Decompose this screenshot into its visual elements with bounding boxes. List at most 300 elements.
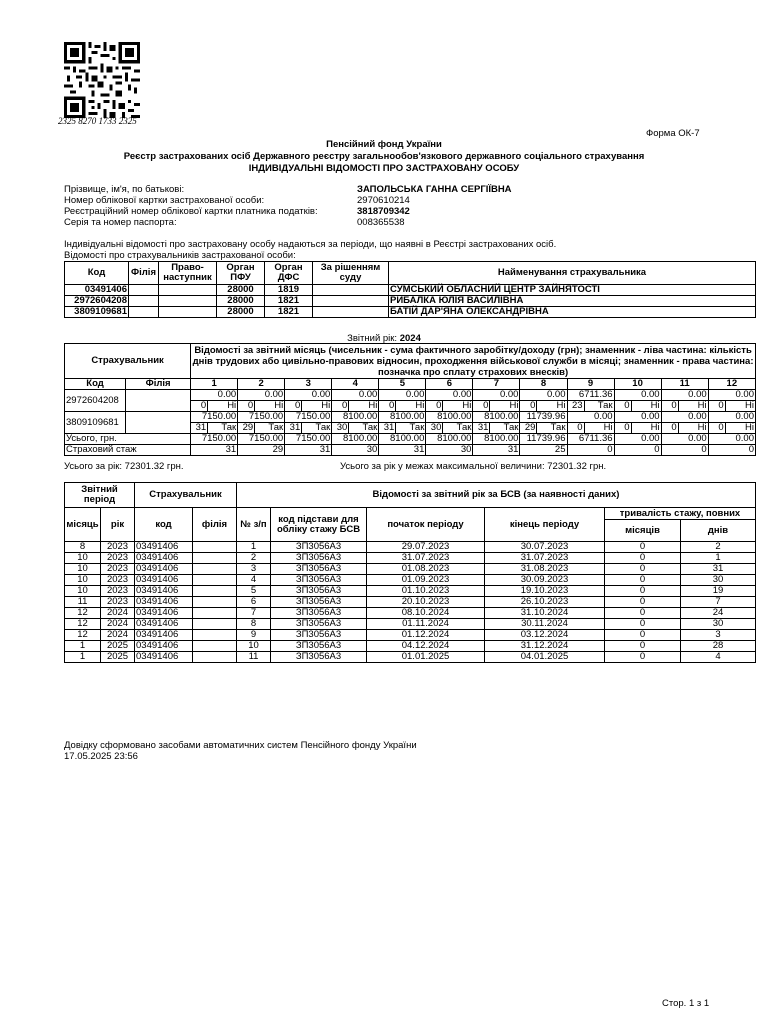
table-cell: 12 bbox=[65, 630, 101, 641]
col-code: Код bbox=[65, 262, 129, 285]
table-cell: 6 bbox=[237, 597, 271, 608]
monthly-amount: 0.00 bbox=[614, 390, 661, 401]
table-cell bbox=[193, 564, 237, 575]
year-title-label: Звітний рік: bbox=[347, 333, 398, 344]
monthly-mark: Так bbox=[584, 401, 614, 412]
table-cell: 0 bbox=[605, 597, 681, 608]
table-cell: 2023 bbox=[101, 597, 135, 608]
monthly-amount: 0.00 bbox=[708, 390, 755, 401]
table-row bbox=[65, 619, 756, 630]
monthly-stazh: 0 bbox=[708, 445, 755, 456]
monthly-stazh-row bbox=[65, 445, 756, 456]
month-header: 3 bbox=[285, 379, 332, 390]
monthly-amount: 6711.36 bbox=[567, 390, 614, 401]
table-cell: 2023 bbox=[101, 553, 135, 564]
table-row bbox=[65, 564, 756, 575]
month-header: 12 bbox=[708, 379, 755, 390]
bsv-year-header: рік bbox=[101, 508, 135, 542]
monthly-stazh: 0 bbox=[614, 445, 661, 456]
monthly-mark: Ні bbox=[537, 401, 567, 412]
monthly-mark: Ні bbox=[443, 401, 473, 412]
monthly-desc-header: Відомості за звітний місяць (чисельник - сума фактичного заробітку/доходу (грн); знаменник - ліва частина: кількість днів трудових або цивільно-правових відносин, проходження військової служби в місяці; знаменник - права частина: позначка про сплату страхових внесків) bbox=[192, 344, 754, 378]
monthly-stazh: 30 bbox=[332, 445, 379, 456]
monthly-days: 30 bbox=[426, 423, 443, 434]
table-cell: 30.07.2023 bbox=[485, 542, 605, 553]
monthly-mark: Ні bbox=[490, 401, 520, 412]
bsv-info-header: Відомості за звітний рік за БСВ (за наявності даних) bbox=[237, 483, 756, 508]
monthly-row bbox=[65, 390, 756, 401]
table-cell: 8 bbox=[237, 619, 271, 630]
monthly-mark: Ні bbox=[255, 401, 285, 412]
month-header: 11 bbox=[661, 379, 708, 390]
table-cell: 31.07.2023 bbox=[367, 553, 485, 564]
table-cell: 19 bbox=[681, 586, 756, 597]
header-line1: Пенсійний фонд України bbox=[326, 139, 442, 150]
table-cell: 2025 bbox=[101, 641, 135, 652]
qr-code bbox=[64, 42, 140, 118]
monthly-days: 0 bbox=[473, 401, 490, 412]
table-cell: 2024 bbox=[101, 630, 135, 641]
monthly-days: 31 bbox=[285, 423, 302, 434]
monthly-stazh: 29 bbox=[238, 445, 285, 456]
monthly-amount: 8100.00 bbox=[473, 412, 520, 423]
table-cell bbox=[129, 296, 159, 307]
monthly-days: 0 bbox=[191, 401, 208, 412]
table-cell bbox=[193, 542, 237, 553]
monthly-amount: 0.00 bbox=[379, 390, 426, 401]
insurers-table bbox=[64, 261, 756, 318]
monthly-mark: Ні bbox=[302, 401, 332, 412]
table-cell: ЗП3056А3 bbox=[271, 542, 367, 553]
monthly-total-row bbox=[65, 434, 756, 445]
footer-line2: 17.05.2025 23:56 bbox=[64, 751, 138, 762]
monthly-days: 30 bbox=[332, 423, 349, 434]
table-cell bbox=[193, 586, 237, 597]
bsv-num-header: № з/п bbox=[237, 508, 271, 542]
month-header: 2 bbox=[238, 379, 285, 390]
page-number: Стор. 1 з 1 bbox=[662, 998, 710, 1009]
card-label: Номер облікової картки застрахованої особи: bbox=[64, 195, 265, 206]
table-row bbox=[65, 296, 756, 307]
table-cell: 5 bbox=[237, 586, 271, 597]
table-row bbox=[65, 630, 756, 641]
table-cell: 03491406 bbox=[135, 652, 193, 663]
table-cell: 0 bbox=[605, 575, 681, 586]
table-cell: 3809109681 bbox=[65, 307, 129, 318]
monthly-mark: Ні bbox=[678, 423, 708, 434]
month-header: 5 bbox=[379, 379, 426, 390]
table-cell: 0 bbox=[605, 652, 681, 663]
monthly-code: 2972604208 bbox=[65, 390, 126, 412]
table-cell: 1821 bbox=[265, 296, 313, 307]
monthly-days: 31 bbox=[473, 423, 490, 434]
bsv-reason-header: код підстави для обліку стажу БСВ bbox=[271, 508, 367, 542]
year-value: 2024 bbox=[399, 333, 421, 344]
note-insurers: Відомості про страхувальників застрахованої особи: bbox=[64, 250, 296, 261]
table-cell: 2024 bbox=[101, 619, 135, 630]
table-cell: 2023 bbox=[101, 564, 135, 575]
monthly-total: 7150.00 bbox=[191, 434, 238, 445]
monthly-amount: 0.00 bbox=[426, 390, 473, 401]
monthly-days: 0 bbox=[708, 423, 725, 434]
monthly-table bbox=[64, 343, 756, 456]
table-cell: 2972604208 bbox=[65, 296, 129, 307]
year-sum-max: Усього за рік у межах максимальної величини: 72301.32 грн. bbox=[340, 461, 607, 472]
table-cell: 03491406 bbox=[135, 619, 193, 630]
table-cell: 28000 bbox=[217, 307, 265, 318]
monthly-code: 3809109681 bbox=[65, 412, 126, 434]
qr-number: 2325 8270 1733 2325 bbox=[58, 116, 137, 126]
monthly-days: 0 bbox=[285, 401, 302, 412]
monthly-mark: Так bbox=[255, 423, 285, 434]
table-cell bbox=[193, 619, 237, 630]
monthly-branch bbox=[126, 412, 191, 434]
form-code: Форма ОК-7 bbox=[646, 128, 700, 139]
monthly-amount: 0.00 bbox=[567, 412, 614, 423]
monthly-amount: 8100.00 bbox=[332, 412, 379, 423]
table-cell: ЗП3056А3 bbox=[271, 641, 367, 652]
monthly-total: 8100.00 bbox=[332, 434, 379, 445]
monthly-days: 0 bbox=[332, 401, 349, 412]
monthly-stazh: 31 bbox=[379, 445, 426, 456]
table-cell: 1 bbox=[237, 542, 271, 553]
table-row bbox=[65, 285, 756, 296]
monthly-amount: 0.00 bbox=[614, 412, 661, 423]
monthly-stazh: 0 bbox=[661, 445, 708, 456]
monthly-days: 31 bbox=[379, 423, 396, 434]
monthly-amount: 0.00 bbox=[473, 390, 520, 401]
bsv-insurer-header: Страхувальник bbox=[135, 483, 237, 508]
monthly-amount: 0.00 bbox=[238, 390, 285, 401]
bsv-period-header: Звітний період bbox=[65, 483, 135, 508]
col-insurer-name: Найменування страхувальника bbox=[389, 262, 756, 285]
table-cell bbox=[193, 641, 237, 652]
footer-line1: Довідку сформовано засобами автоматичних систем Пенсійного фонду України bbox=[64, 740, 417, 751]
table-cell: 0 bbox=[605, 586, 681, 597]
table-cell: 24 bbox=[681, 608, 756, 619]
monthly-stazh: 0 bbox=[567, 445, 614, 456]
table-cell bbox=[313, 285, 389, 296]
monthly-total: 0.00 bbox=[614, 434, 661, 445]
table-cell: 03491406 bbox=[135, 575, 193, 586]
month-header: 10 bbox=[614, 379, 661, 390]
table-cell: 31.12.2024 bbox=[485, 641, 605, 652]
table-cell bbox=[129, 307, 159, 318]
monthly-total: 6711.36 bbox=[567, 434, 614, 445]
table-cell: 30 bbox=[681, 619, 756, 630]
monthly-total: 8100.00 bbox=[426, 434, 473, 445]
table-cell: 11 bbox=[65, 597, 101, 608]
bsv-start-header: початок періоду bbox=[367, 508, 485, 542]
monthly-mark: Ні bbox=[349, 401, 379, 412]
monthly-amount: 0.00 bbox=[661, 390, 708, 401]
table-cell: 10 bbox=[237, 641, 271, 652]
table-cell: 03491406 bbox=[135, 597, 193, 608]
table-cell: 12 bbox=[65, 608, 101, 619]
tax-value: 3818709342 bbox=[357, 206, 410, 217]
header-line3: ІНДИВІДУАЛЬНІ ВІДОМОСТІ ПРО ЗАСТРАХОВАНУ ОСОБУ bbox=[248, 163, 520, 174]
table-cell bbox=[193, 553, 237, 564]
table-cell: 0 bbox=[605, 564, 681, 575]
monthly-total: 8100.00 bbox=[379, 434, 426, 445]
monthly-amount: 0.00 bbox=[520, 390, 567, 401]
monthly-days: 0 bbox=[614, 423, 631, 434]
table-cell: 7 bbox=[237, 608, 271, 619]
table-cell: 7 bbox=[681, 597, 756, 608]
monthly-amount: 8100.00 bbox=[379, 412, 426, 423]
monthly-days: 23 bbox=[567, 401, 584, 412]
table-cell: ЗП3056А3 bbox=[271, 652, 367, 663]
table-cell: 10 bbox=[65, 553, 101, 564]
table-cell bbox=[193, 597, 237, 608]
monthly-code-header: Код bbox=[65, 379, 126, 390]
monthly-amount: 0.00 bbox=[332, 390, 379, 401]
table-cell: 9 bbox=[237, 630, 271, 641]
table-cell: 03491406 bbox=[135, 586, 193, 597]
monthly-mark: Ні bbox=[631, 401, 661, 412]
monthly-stazh: 31 bbox=[285, 445, 332, 456]
table-cell: 01.12.2024 bbox=[367, 630, 485, 641]
monthly-days: 0 bbox=[379, 401, 396, 412]
table-cell: ЗП3056А3 bbox=[271, 597, 367, 608]
monthly-mark: Так bbox=[208, 423, 238, 434]
bsv-branch-header: філія bbox=[193, 508, 237, 542]
table-cell: 0 bbox=[605, 542, 681, 553]
table-cell bbox=[159, 307, 217, 318]
passport-value: 008365538 bbox=[357, 217, 405, 228]
table-cell: РИБАЛКА ЮЛІЯ ВАСИЛІВНА bbox=[389, 296, 756, 307]
col-pfu: Орган ПФУ bbox=[217, 262, 265, 285]
table-cell: ЗП3056А3 bbox=[271, 553, 367, 564]
monthly-total: 0.00 bbox=[661, 434, 708, 445]
bsv-code-header: код bbox=[135, 508, 193, 542]
table-cell: 4 bbox=[237, 575, 271, 586]
table-cell: ЗП3056А3 bbox=[271, 564, 367, 575]
monthly-days: 0 bbox=[426, 401, 443, 412]
passport-label: Серія та номер паспорта: bbox=[64, 217, 177, 228]
monthly-days: 0 bbox=[614, 401, 631, 412]
table-cell: 01.08.2023 bbox=[367, 564, 485, 575]
table-row bbox=[65, 641, 756, 652]
table-cell: 3 bbox=[237, 564, 271, 575]
table-cell: 30.11.2024 bbox=[485, 619, 605, 630]
table-cell: 01.09.2023 bbox=[367, 575, 485, 586]
monthly-amount: 0.00 bbox=[708, 412, 755, 423]
table-cell: 26.10.2023 bbox=[485, 597, 605, 608]
table-cell: 03491406 bbox=[135, 630, 193, 641]
table-cell: 12 bbox=[65, 619, 101, 630]
month-header: 8 bbox=[520, 379, 567, 390]
table-row bbox=[65, 575, 756, 586]
monthly-total: 11739.96 bbox=[520, 434, 567, 445]
table-cell: ЗП3056А3 bbox=[271, 575, 367, 586]
table-cell: 1 bbox=[65, 652, 101, 663]
monthly-amount: 8100.00 bbox=[426, 412, 473, 423]
monthly-stazh: 31 bbox=[191, 445, 238, 456]
month-header: 4 bbox=[332, 379, 379, 390]
card-value: 2970610214 bbox=[357, 195, 410, 206]
table-cell: 4 bbox=[681, 652, 756, 663]
table-cell: 0 bbox=[605, 608, 681, 619]
table-cell: 03491406 bbox=[135, 553, 193, 564]
bsv-duration-header: тривалість стажу, повних bbox=[605, 508, 756, 520]
monthly-amount: 11739.96 bbox=[520, 412, 567, 423]
table-cell: 31 bbox=[681, 564, 756, 575]
monthly-days: 31 bbox=[191, 423, 208, 434]
table-cell: 28 bbox=[681, 641, 756, 652]
monthly-total: 7150.00 bbox=[238, 434, 285, 445]
table-cell: 30 bbox=[681, 575, 756, 586]
monthly-insurer-header: Страхувальник bbox=[65, 344, 191, 379]
monthly-mark: Так bbox=[302, 423, 332, 434]
monthly-days: 0 bbox=[238, 401, 255, 412]
monthly-amount: 7150.00 bbox=[191, 412, 238, 423]
monthly-days: 0 bbox=[567, 423, 584, 434]
month-header: 1 bbox=[191, 379, 238, 390]
table-row bbox=[65, 608, 756, 619]
table-cell bbox=[193, 652, 237, 663]
col-branch: Філія bbox=[129, 262, 159, 285]
bsv-month-header: місяць bbox=[65, 508, 101, 542]
table-cell: 03491406 bbox=[65, 285, 129, 296]
monthly-amount: 7150.00 bbox=[238, 412, 285, 423]
month-header: 6 bbox=[426, 379, 473, 390]
table-cell bbox=[313, 296, 389, 307]
table-row bbox=[65, 307, 756, 318]
month-header: 7 bbox=[473, 379, 520, 390]
monthly-total: 7150.00 bbox=[285, 434, 332, 445]
table-cell: ЗП3056А3 bbox=[271, 586, 367, 597]
note-periods: Індивідуальні відомості про застраховану особу надаються за періоди, що наявні в Реєстрі застрахованих осіб. bbox=[64, 239, 557, 250]
monthly-mark: Ні bbox=[396, 401, 426, 412]
table-cell: 0 bbox=[605, 619, 681, 630]
table-cell bbox=[193, 630, 237, 641]
table-cell: 03491406 bbox=[135, 564, 193, 575]
monthly-stazh: 25 bbox=[520, 445, 567, 456]
monthly-mark: Так bbox=[396, 423, 426, 434]
table-cell: 1 bbox=[681, 553, 756, 564]
col-dfs: Орган ДФС bbox=[265, 262, 313, 285]
bsv-end-header: кінець періоду bbox=[485, 508, 605, 542]
table-cell: 1 bbox=[65, 641, 101, 652]
monthly-stazh: 31 bbox=[473, 445, 520, 456]
table-cell: 2 bbox=[237, 553, 271, 564]
monthly-total: 0.00 bbox=[708, 434, 755, 445]
monthly-stazh-label: Страховий стаж bbox=[65, 445, 191, 456]
table-cell: 20.10.2023 bbox=[367, 597, 485, 608]
table-cell: 31.07.2023 bbox=[485, 553, 605, 564]
table-cell: 19.10.2023 bbox=[485, 586, 605, 597]
table-row bbox=[65, 553, 756, 564]
bsv-months-header: місяців bbox=[605, 520, 681, 542]
table-cell: БАТІЙ ДАР'ЯНА ОЛЕКСАНДРІВНА bbox=[389, 307, 756, 318]
table-cell: 08.10.2024 bbox=[367, 608, 485, 619]
monthly-amount: 0.00 bbox=[191, 390, 238, 401]
table-cell: 29.07.2023 bbox=[367, 542, 485, 553]
table-cell: 8 bbox=[65, 542, 101, 553]
monthly-mark: Так bbox=[443, 423, 473, 434]
monthly-mark: Ні bbox=[725, 423, 755, 434]
table-cell: 2024 bbox=[101, 608, 135, 619]
monthly-amount: 7150.00 bbox=[285, 412, 332, 423]
monthly-days: 0 bbox=[661, 401, 678, 412]
table-cell: ЗП3056А3 bbox=[271, 608, 367, 619]
monthly-mark: Ні bbox=[725, 401, 755, 412]
monthly-mark: Так bbox=[490, 423, 520, 434]
table-cell: 10 bbox=[65, 564, 101, 575]
table-cell: 2 bbox=[681, 542, 756, 553]
table-cell: 28000 bbox=[217, 285, 265, 296]
table-cell: 03491406 bbox=[135, 641, 193, 652]
table-cell: 0 bbox=[605, 553, 681, 564]
table-cell: 28000 bbox=[217, 296, 265, 307]
name-value: ЗАПОЛЬСЬКА ГАННА СЕРГІЇВНА bbox=[357, 184, 512, 195]
table-cell: 01.01.2025 bbox=[367, 652, 485, 663]
table-cell: 31.10.2024 bbox=[485, 608, 605, 619]
monthly-mark: Так bbox=[537, 423, 567, 434]
header-line2: Реєстр застрахованих осіб Державного реєстру загальнообов'язкового державного соціального страхування bbox=[123, 151, 645, 162]
monthly-amount: 0.00 bbox=[661, 412, 708, 423]
table-cell: 10 bbox=[65, 586, 101, 597]
table-cell: 03491406 bbox=[135, 542, 193, 553]
table-cell: 1819 bbox=[265, 285, 313, 296]
table-cell: 03.12.2024 bbox=[485, 630, 605, 641]
monthly-amount: 0.00 bbox=[285, 390, 332, 401]
table-cell bbox=[193, 575, 237, 586]
col-successor: Право-наступник bbox=[159, 262, 217, 285]
monthly-stazh: 30 bbox=[426, 445, 473, 456]
year-sum: Усього за рік: 72301.32 грн. bbox=[64, 461, 184, 472]
table-cell bbox=[159, 285, 217, 296]
table-cell bbox=[129, 285, 159, 296]
table-cell: 04.12.2024 bbox=[367, 641, 485, 652]
monthly-mark: Ні bbox=[678, 401, 708, 412]
monthly-days: 29 bbox=[520, 423, 537, 434]
monthly-days: 29 bbox=[238, 423, 255, 434]
table-row bbox=[65, 652, 756, 663]
monthly-row bbox=[65, 412, 756, 423]
month-header: 9 bbox=[567, 379, 614, 390]
table-cell: 2023 bbox=[101, 542, 135, 553]
tax-label: Реєстраційний номер облікової картки платника податків: bbox=[64, 206, 318, 217]
monthly-mark: Ні bbox=[631, 423, 661, 434]
table-row bbox=[65, 586, 756, 597]
table-row bbox=[65, 597, 756, 608]
monthly-days: 0 bbox=[661, 423, 678, 434]
col-court: За рішенням суду bbox=[313, 262, 389, 285]
table-cell: 10 bbox=[65, 575, 101, 586]
table-cell: 2025 bbox=[101, 652, 135, 663]
monthly-branch bbox=[126, 390, 191, 412]
table-cell bbox=[313, 307, 389, 318]
table-cell: СУМСЬКИЙ ОБЛАСНИЙ ЦЕНТР ЗАЙНЯТОСТІ bbox=[389, 285, 756, 296]
monthly-mark: Ні bbox=[584, 423, 614, 434]
table-cell: 0 bbox=[605, 641, 681, 652]
table-cell bbox=[159, 296, 217, 307]
table-cell: 01.10.2023 bbox=[367, 586, 485, 597]
monthly-total-label: Усього, грн. bbox=[65, 434, 191, 445]
bsv-table bbox=[64, 482, 756, 663]
table-cell: 11 bbox=[237, 652, 271, 663]
table-cell: 0 bbox=[605, 630, 681, 641]
table-cell: 2023 bbox=[101, 575, 135, 586]
table-cell: ЗП3056А3 bbox=[271, 630, 367, 641]
bsv-days-header: днів bbox=[681, 520, 756, 542]
table-cell: 30.09.2023 bbox=[485, 575, 605, 586]
table-row bbox=[65, 542, 756, 553]
monthly-days: 0 bbox=[520, 401, 537, 412]
name-label: Прізвище, ім'я, по батькові: bbox=[64, 184, 185, 195]
